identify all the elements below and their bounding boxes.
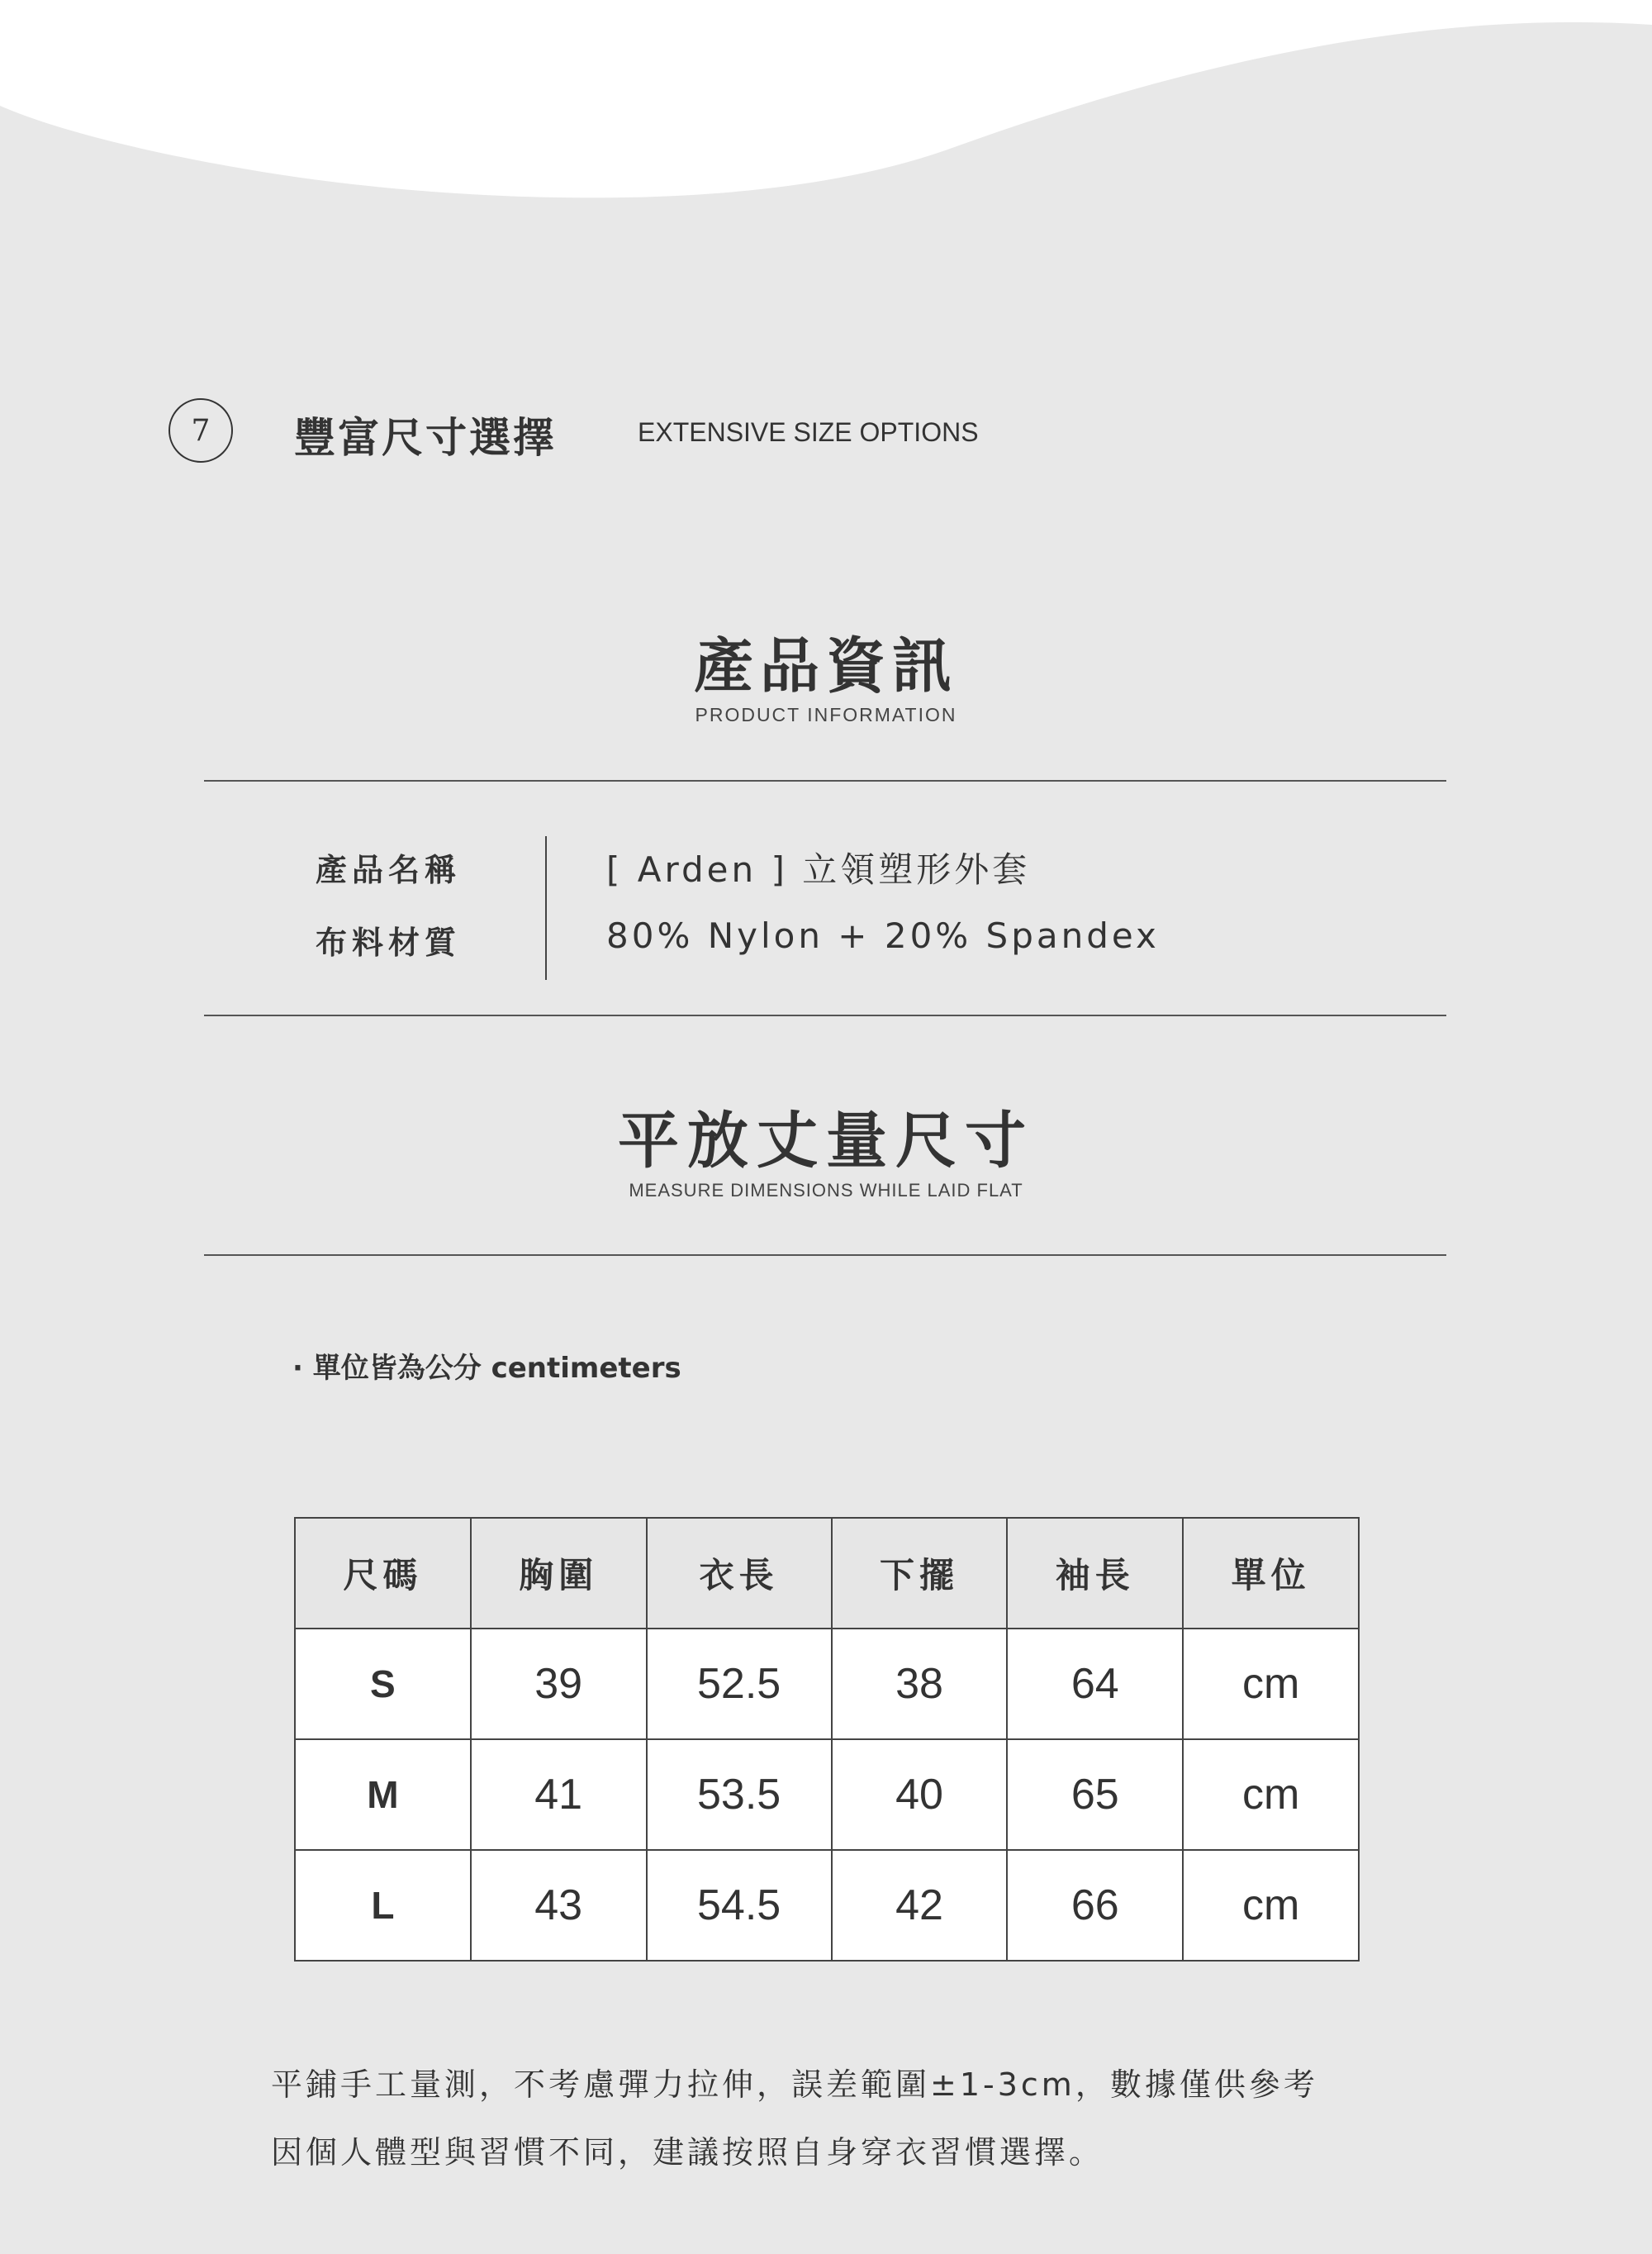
table-row xyxy=(295,1629,1359,1739)
footnote-measurement: 平鋪手工量測，不考慮彈力拉伸，誤差範圍±1-3cm，數據僅供參考 xyxy=(271,2066,1318,2103)
header-length: 衣長 xyxy=(647,1518,832,1629)
hem-cell: 40 xyxy=(832,1739,1008,1850)
table-header-row xyxy=(295,1518,1359,1629)
section-title: 豐富尺寸選擇 xyxy=(294,414,557,462)
size-cell: S xyxy=(295,1629,471,1739)
measure-subheading: MEASURE DIMENSIONS WHILE LAID FLAT xyxy=(629,1180,1023,1201)
section-number-badge: 7 xyxy=(169,398,233,463)
header-unit: 單位 xyxy=(1183,1518,1359,1629)
size-cell: M xyxy=(295,1739,471,1850)
size-chart-table xyxy=(294,1517,1360,1962)
hem-cell: 42 xyxy=(832,1850,1008,1961)
sleeve-cell: 65 xyxy=(1007,1739,1183,1850)
length-cell: 54.5 xyxy=(647,1850,832,1961)
fabric-value: 80% Nylon + 20% Spandex xyxy=(606,915,1160,956)
fabric-label: 布料材質 xyxy=(316,925,462,961)
divider-line xyxy=(204,780,1446,782)
sleeve-cell: 66 xyxy=(1007,1850,1183,1961)
hem-cell: 38 xyxy=(832,1629,1008,1739)
divider-line xyxy=(204,1254,1446,1256)
chest-cell: 41 xyxy=(471,1739,647,1850)
unit-cell: cm xyxy=(1183,1739,1359,1850)
unit-note: · 單位皆為公分 centimeters xyxy=(292,1352,681,1385)
length-cell: 52.5 xyxy=(647,1629,832,1739)
info-vertical-divider xyxy=(545,836,547,980)
footnote-advice: 因個人體型與習慣不同，建議按照自身穿衣習慣選擇。 xyxy=(271,2134,1104,2171)
product-name-value: [ Arden ] 立領塑形外套 xyxy=(606,849,1031,890)
top-wave-decoration xyxy=(0,0,1652,215)
header-chest: 胸圍 xyxy=(471,1518,647,1629)
chest-cell: 43 xyxy=(471,1850,647,1961)
unit-cell: cm xyxy=(1183,1629,1359,1739)
table-row xyxy=(295,1739,1359,1850)
divider-line xyxy=(204,1015,1446,1016)
size-cell: L xyxy=(295,1850,471,1961)
header-sleeve: 袖長 xyxy=(1007,1518,1183,1629)
length-cell: 53.5 xyxy=(647,1739,832,1850)
chest-cell: 39 xyxy=(471,1629,647,1739)
product-info-heading: 產品資訊 xyxy=(693,631,958,701)
header-size: 尺碼 xyxy=(295,1518,471,1629)
header-hem: 下擺 xyxy=(832,1518,1008,1629)
measure-heading: 平放丈量尺寸 xyxy=(618,1106,1034,1177)
sleeve-cell: 64 xyxy=(1007,1629,1183,1739)
unit-cell: cm xyxy=(1183,1850,1359,1961)
product-name-label: 產品名稱 xyxy=(316,852,462,888)
section-subtitle: EXTENSIVE SIZE OPTIONS xyxy=(638,417,979,447)
table-row xyxy=(295,1850,1359,1961)
product-info-subheading: PRODUCT INFORMATION xyxy=(695,704,957,725)
